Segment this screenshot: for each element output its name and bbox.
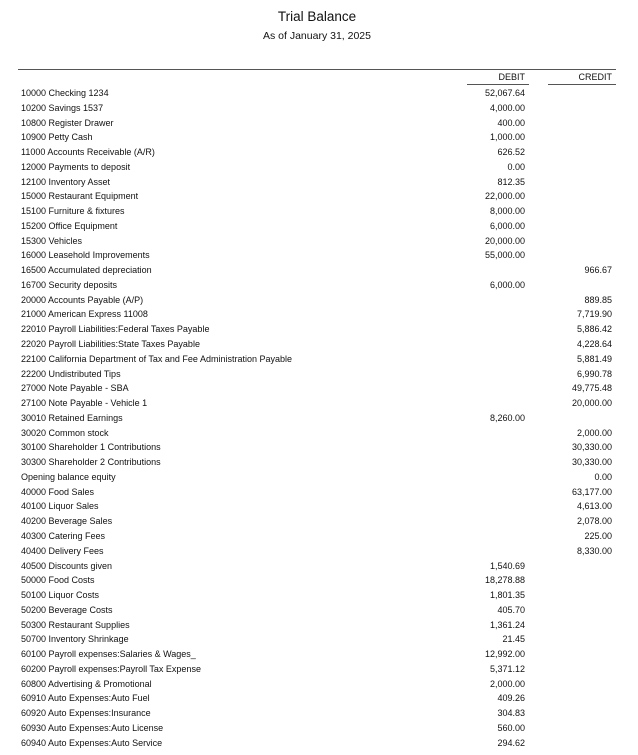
credit-amount: 8,330.00 (576, 545, 612, 556)
debit-amount: 409.26 (497, 693, 525, 704)
table-row (0, 440, 638, 455)
table-row (0, 204, 638, 219)
account-name: 12000 Payments to deposit (21, 161, 131, 172)
debit-amount: 2,000.00 (489, 678, 525, 689)
debit-amount: 400.00 (497, 117, 525, 128)
account-name: Opening balance equity (21, 471, 116, 482)
account-name: 50000 Food Costs (21, 575, 95, 586)
account-name: 60930 Auto Expenses:Auto License (21, 722, 164, 733)
account-name: 10800 Register Drawer (21, 117, 114, 128)
table-row (0, 706, 638, 721)
debit-amount: 55,000.00 (484, 250, 525, 261)
account-name: 10900 Petty Cash (21, 132, 93, 143)
report-subtitle: As of January 31, 2025 (263, 30, 371, 42)
credit-amount: 7,719.90 (576, 309, 612, 320)
trial-balance-table (0, 86, 638, 750)
table-row (0, 367, 638, 382)
credit-amount: 4,228.64 (576, 339, 612, 350)
table-row (0, 662, 638, 677)
table-row (0, 677, 638, 692)
debit-amount: 626.52 (497, 147, 525, 158)
debit-amount: 1,000.00 (489, 132, 525, 143)
account-name: 11000 Accounts Receivable (A/R) (21, 147, 155, 158)
table-row (0, 352, 638, 367)
table-row (0, 396, 638, 411)
credit-amount: 5,886.42 (576, 324, 612, 335)
report-title: Trial Balance (277, 9, 357, 24)
debit-amount: 0.00 (507, 161, 525, 172)
debit-header-underline (467, 84, 529, 85)
account-name: 22200 Undistributed Tips (21, 368, 121, 379)
account-name: 15300 Vehicles (21, 235, 83, 246)
debit-amount: 22,000.00 (484, 191, 525, 202)
credit-amount: 4,613.00 (576, 501, 612, 512)
table-row (0, 248, 638, 263)
debit-amount: 1,801.35 (489, 590, 525, 601)
credit-amount: 63,177.00 (571, 486, 612, 497)
account-name: 20000 Accounts Payable (A/P) (21, 294, 144, 305)
account-name: 40000 Food Sales (21, 486, 95, 497)
account-name: 10200 Savings 1537 (21, 102, 104, 113)
table-row (0, 86, 638, 101)
account-name: 60940 Auto Expenses:Auto Service (21, 737, 163, 748)
debit-amount: 18,278.88 (484, 575, 525, 586)
account-name: 40300 Catering Fees (21, 530, 106, 541)
account-name: 60920 Auto Expenses:Insurance (21, 708, 151, 719)
account-name: 30010 Retained Earnings (21, 412, 123, 423)
debit-amount: 1,361.24 (489, 619, 525, 630)
debit-amount: 4,000.00 (489, 102, 525, 113)
debit-amount: 8,260.00 (489, 412, 525, 423)
account-name: 15200 Office Equipment (21, 220, 118, 231)
account-name: 27100 Note Payable - Vehicle 1 (21, 398, 148, 409)
table-row (0, 101, 638, 116)
account-name: 30100 Shareholder 1 Contributions (21, 442, 161, 453)
account-name: 60800 Advertising & Promotional (21, 678, 152, 689)
account-name: 30300 Shareholder 2 Contributions (21, 457, 161, 468)
account-name: 12100 Inventory Asset (21, 176, 111, 187)
debit-amount: 12,992.00 (484, 649, 525, 660)
credit-amount: 225.00 (584, 530, 612, 541)
credit-amount: 49,775.48 (571, 383, 612, 394)
table-row (0, 293, 638, 308)
table-row (0, 691, 638, 706)
table-row (0, 470, 638, 485)
debit-amount: 405.70 (497, 604, 525, 615)
table-row (0, 234, 638, 249)
account-name: 50300 Restaurant Supplies (21, 619, 130, 630)
table-row (0, 618, 638, 633)
table-row (0, 322, 638, 337)
debit-amount: 294.62 (497, 737, 525, 748)
table-row (0, 130, 638, 145)
account-name: 40500 Discounts given (21, 560, 113, 571)
account-name: 27000 Note Payable - SBA (21, 383, 129, 394)
debit-amount: 8,000.00 (489, 206, 525, 217)
debit-amount: 304.83 (497, 708, 525, 719)
debit-amount: 1,540.69 (489, 560, 525, 571)
credit-amount: 2,000.00 (576, 427, 612, 438)
debit-amount: 20,000.00 (484, 235, 525, 246)
credit-amount: 889.85 (584, 294, 612, 305)
account-name: 15100 Furniture & fixtures (21, 206, 125, 217)
debit-amount: 6,000.00 (489, 220, 525, 231)
table-row (0, 381, 638, 396)
table-row (0, 337, 638, 352)
table-row (0, 573, 638, 588)
credit-amount: 30,330.00 (571, 442, 612, 453)
debit-column-header: DEBIT (498, 72, 525, 82)
table-row (0, 175, 638, 190)
table-row (0, 219, 638, 234)
credit-column-header: CREDIT (578, 72, 612, 82)
header-rule (18, 69, 616, 70)
account-name: 16700 Security deposits (21, 279, 118, 290)
account-name: 60100 Payroll expenses:Salaries & Wages_ (21, 649, 196, 660)
table-row (0, 721, 638, 736)
table-row (0, 603, 638, 618)
debit-amount: 21.45 (502, 634, 525, 645)
account-name: 60200 Payroll expenses:Payroll Tax Expense (21, 663, 201, 674)
table-row (0, 307, 638, 322)
credit-amount: 30,330.00 (571, 457, 612, 468)
table-row (0, 426, 638, 441)
account-name: 22020 Payroll Liabilities:State Taxes Payable (21, 339, 200, 350)
table-row (0, 263, 638, 278)
table-row (0, 647, 638, 662)
account-name: 22010 Payroll Liabilities:Federal Taxes Payable (21, 324, 210, 335)
table-row (0, 632, 638, 647)
debit-amount: 6,000.00 (489, 279, 525, 290)
credit-amount: 6,990.78 (576, 368, 612, 379)
account-name: 60910 Auto Expenses:Auto Fuel (21, 693, 150, 704)
table-row (0, 544, 638, 559)
table-row (0, 559, 638, 574)
table-row (0, 160, 638, 175)
table-row (0, 514, 638, 529)
credit-amount: 0.00 (594, 471, 612, 482)
table-row (0, 411, 638, 426)
credit-amount: 2,078.00 (576, 516, 612, 527)
table-row (0, 588, 638, 603)
credit-amount: 966.67 (584, 265, 612, 276)
table-row (0, 278, 638, 293)
account-name: 16500 Accumulated depreciation (21, 265, 152, 276)
account-name: 10000 Checking 1234 (21, 88, 109, 98)
table-row (0, 736, 638, 751)
table-row (0, 145, 638, 160)
account-name: 40400 Delivery Fees (21, 545, 104, 556)
credit-amount: 5,881.49 (576, 353, 612, 364)
table-row (0, 455, 638, 470)
account-name: 22100 California Department of Tax and Fee Administration Payable (21, 353, 292, 364)
account-name: 16000 Leasehold Improvements (21, 250, 150, 261)
credit-header-underline (548, 84, 616, 85)
debit-amount: 812.35 (497, 176, 525, 187)
table-row (0, 116, 638, 131)
debit-amount: 5,371.12 (489, 663, 525, 674)
table-row (0, 189, 638, 204)
account-name: 15000 Restaurant Equipment (21, 191, 139, 202)
table-row (0, 499, 638, 514)
account-name: 50700 Inventory Shrinkage (21, 634, 129, 645)
account-name: 21000 American Express 11008 (21, 309, 148, 320)
account-name: 50100 Liquor Costs (21, 590, 100, 601)
account-name: 40200 Beverage Sales (21, 516, 113, 527)
account-name: 40100 Liquor Sales (21, 501, 99, 512)
table-row (0, 485, 638, 500)
account-name: 30020 Common stock (21, 427, 109, 438)
debit-amount: 52,067.64 (484, 88, 525, 98)
credit-amount: 20,000.00 (571, 398, 612, 409)
table-row (0, 529, 638, 544)
debit-amount: 560.00 (497, 722, 525, 733)
account-name: 50200 Beverage Costs (21, 604, 113, 615)
